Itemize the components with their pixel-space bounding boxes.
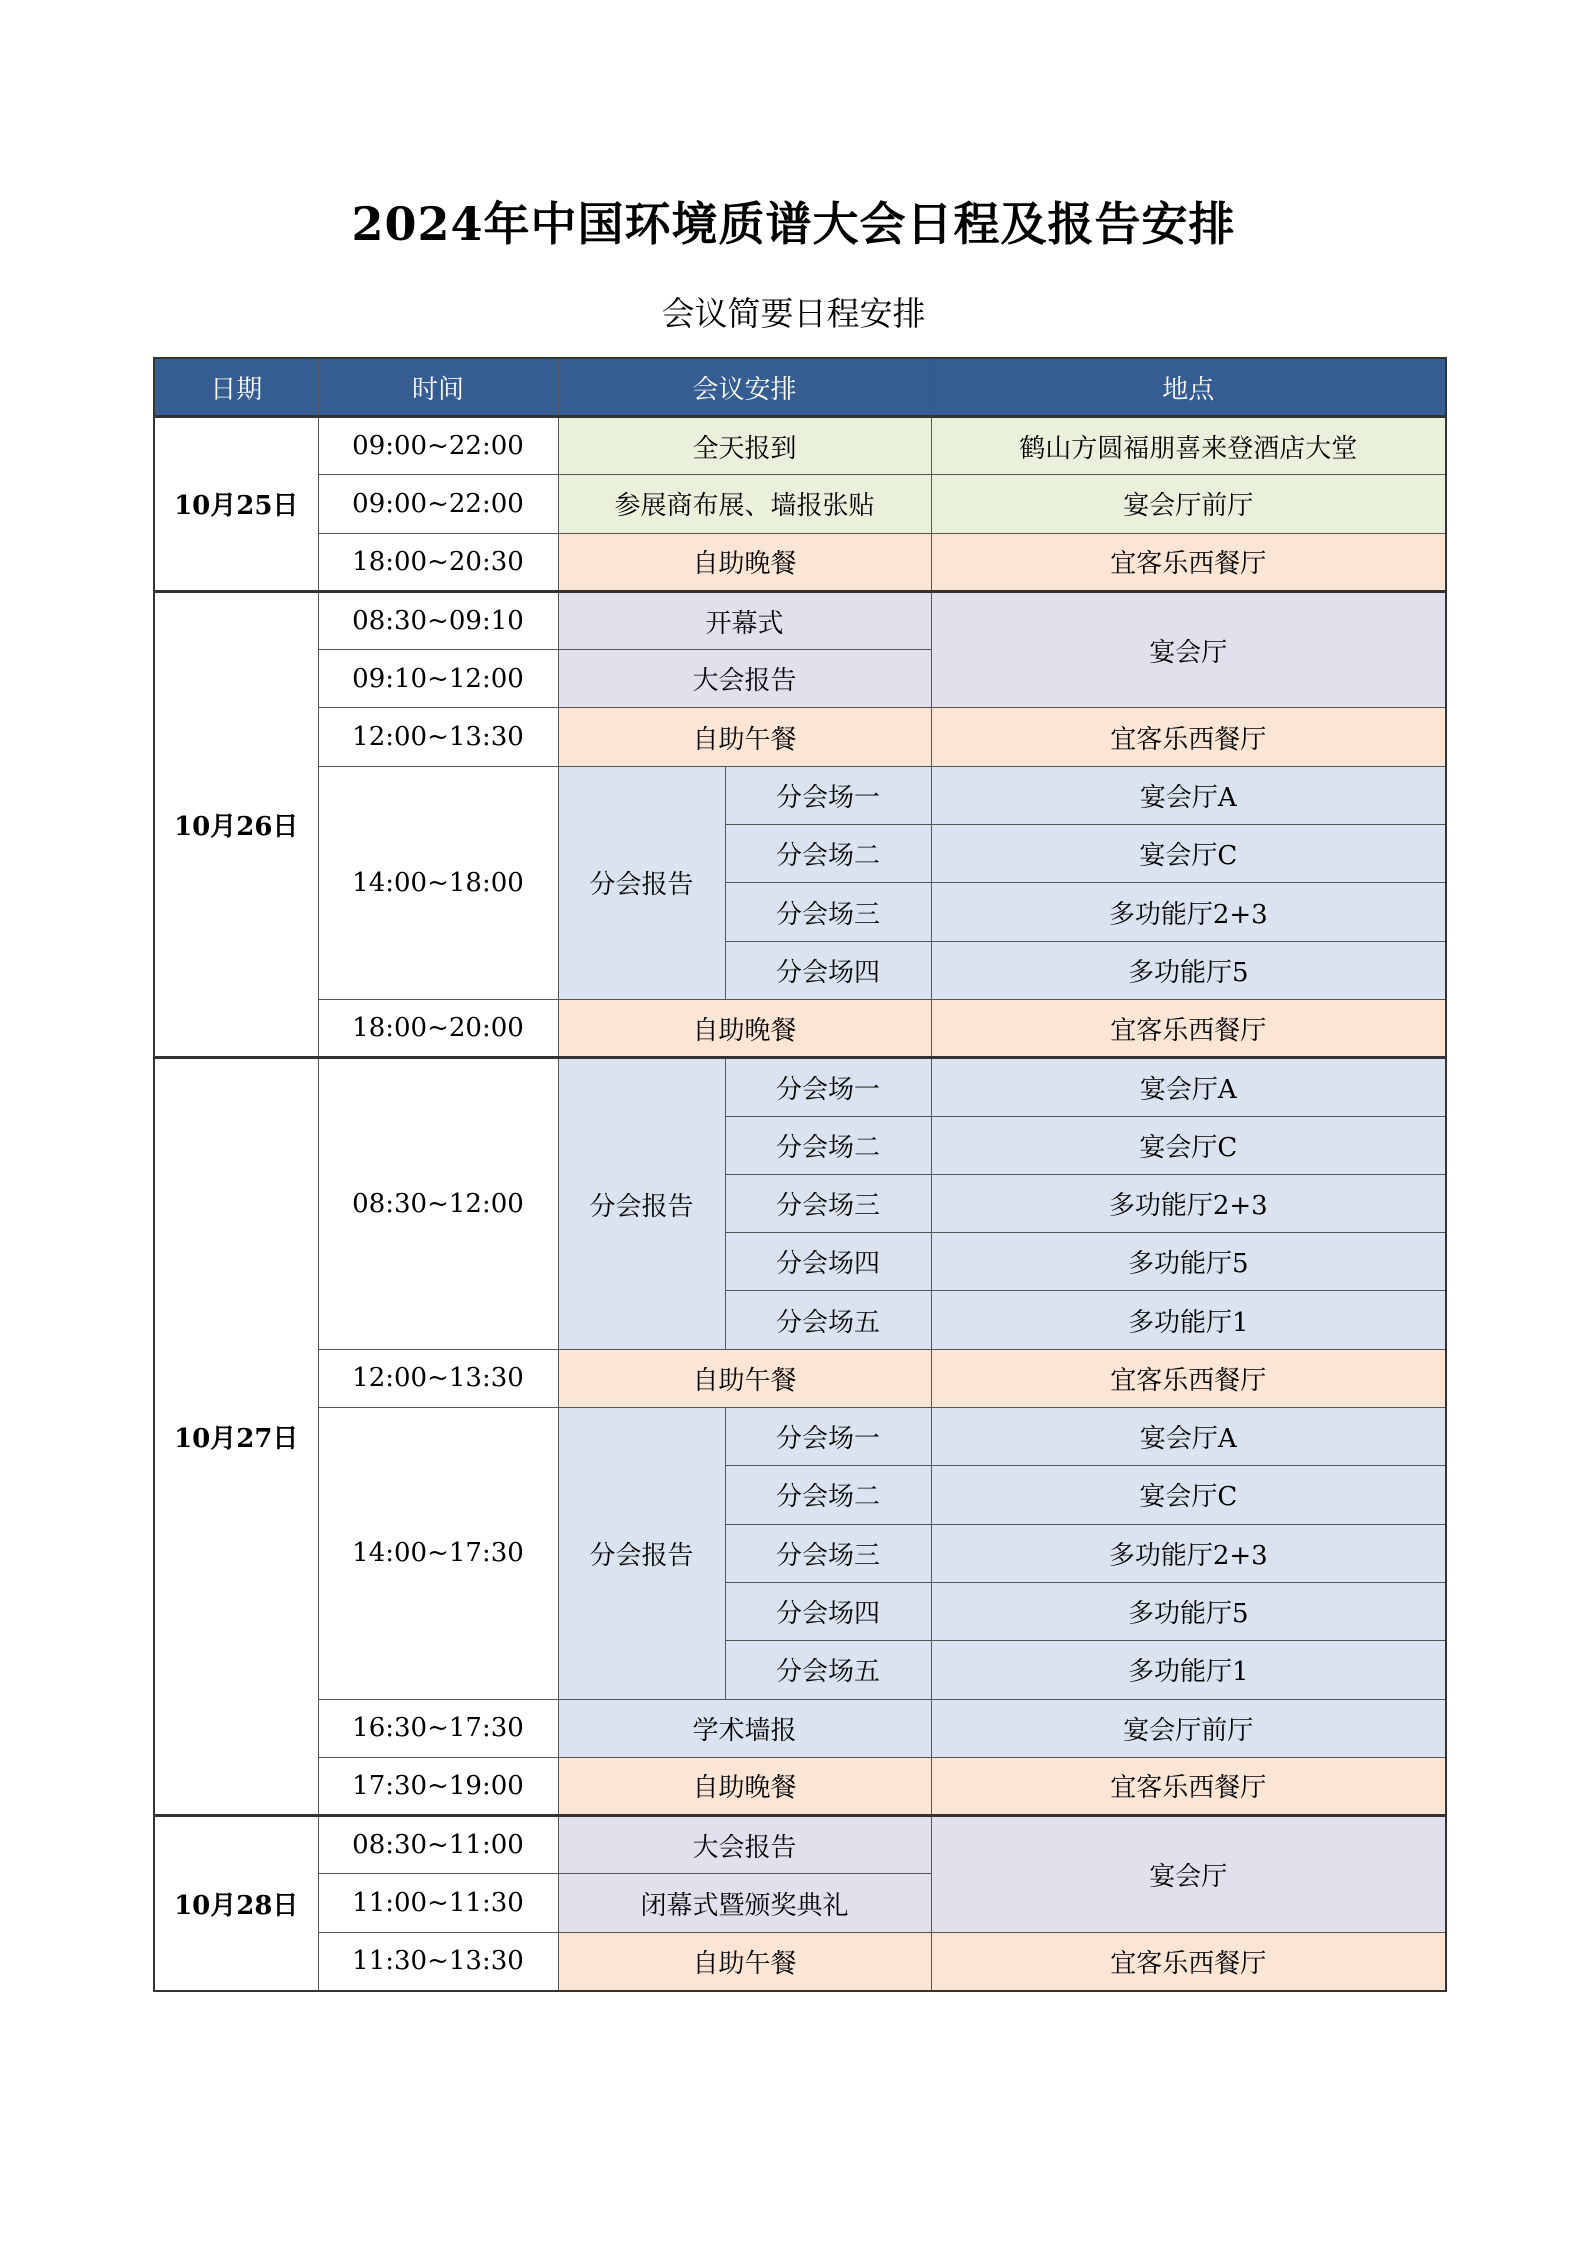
session-cell: 分会场五 xyxy=(725,1291,931,1349)
location-cell: 宴会厅A xyxy=(931,766,1446,824)
table-row xyxy=(154,1932,1446,1990)
day-group-oct25 xyxy=(154,417,1446,592)
session-cell: 分会场三 xyxy=(725,883,931,941)
session-cell: 分会场一 xyxy=(725,1058,931,1116)
session-cell: 分会场二 xyxy=(725,1116,931,1174)
agenda-cell: 自助午餐 xyxy=(558,1349,931,1407)
time-cell: 12:00~13:30 xyxy=(318,1349,558,1407)
agenda-cell: 学术墙报 xyxy=(558,1699,931,1757)
location-cell: 多功能厅2+3 xyxy=(931,1524,1446,1582)
table-row xyxy=(154,708,1446,766)
session-cell: 分会场二 xyxy=(725,1466,931,1524)
session-cell: 分会场二 xyxy=(725,825,931,883)
location-cell: 宴会厅前厅 xyxy=(931,1699,1446,1757)
location-cell: 宴会厅A xyxy=(931,1408,1446,1466)
location-cell: 鹤山方圆福朋喜来登酒店大堂 xyxy=(931,417,1446,475)
table-row xyxy=(154,766,1446,824)
time-cell: 08:30~09:10 xyxy=(318,591,558,649)
location-cell: 宴会厅前厅 xyxy=(931,475,1446,533)
table-row xyxy=(154,591,1446,649)
header-time: 时间 xyxy=(318,358,558,417)
location-cell: 宜客乐西餐厅 xyxy=(931,533,1446,591)
session-cell: 分会场一 xyxy=(725,766,931,824)
agenda-cell: 分会报告 xyxy=(558,766,725,999)
time-cell: 14:00~18:00 xyxy=(318,766,558,999)
day-group-oct27 xyxy=(154,1058,1446,1816)
table-row xyxy=(154,999,1446,1057)
time-cell: 16:30~17:30 xyxy=(318,1699,558,1757)
time-cell: 11:30~13:30 xyxy=(318,1932,558,1990)
session-cell: 分会场一 xyxy=(725,1408,931,1466)
location-cell: 多功能厅1 xyxy=(931,1291,1446,1349)
page-title: 2024年中国环境质谱大会日程及报告安排 xyxy=(351,197,1236,251)
time-cell: 17:30~19:00 xyxy=(318,1757,558,1815)
agenda-cell: 自助午餐 xyxy=(558,1932,931,1990)
date-cell: 10月25日 xyxy=(154,417,318,592)
location-cell: 宴会厅C xyxy=(931,825,1446,883)
location-cell: 宜客乐西餐厅 xyxy=(931,1349,1446,1407)
location-cell: 多功能厅5 xyxy=(931,941,1446,999)
header-agenda: 会议安排 xyxy=(558,358,931,417)
page-subtitle: 会议简要日程安排 xyxy=(661,294,926,333)
table-row xyxy=(154,1816,1446,1874)
location-cell: 多功能厅2+3 xyxy=(931,883,1446,941)
table-row xyxy=(154,475,1446,533)
session-cell: 分会场五 xyxy=(725,1641,931,1699)
location-cell: 多功能厅2+3 xyxy=(931,1174,1446,1232)
location-cell: 宜客乐西餐厅 xyxy=(931,708,1446,766)
time-cell: 09:00~22:00 xyxy=(318,475,558,533)
session-cell: 分会场三 xyxy=(725,1524,931,1582)
table-row xyxy=(154,1058,1446,1116)
location-cell: 宴会厅 xyxy=(931,591,1446,708)
time-cell: 09:00~22:00 xyxy=(318,417,558,475)
agenda-cell: 大会报告 xyxy=(558,1816,931,1874)
location-cell: 多功能厅5 xyxy=(931,1582,1446,1640)
agenda-cell: 大会报告 xyxy=(558,650,931,708)
time-cell: 14:00~17:30 xyxy=(318,1408,558,1699)
table-row xyxy=(154,533,1446,591)
table-row xyxy=(154,1699,1446,1757)
location-cell: 宜客乐西餐厅 xyxy=(931,1757,1446,1815)
agenda-cell: 自助晚餐 xyxy=(558,533,931,591)
time-cell: 08:30~12:00 xyxy=(318,1058,558,1349)
agenda-cell: 自助晚餐 xyxy=(558,999,931,1057)
time-cell: 18:00~20:00 xyxy=(318,999,558,1057)
time-cell: 18:00~20:30 xyxy=(318,533,558,591)
time-cell: 09:10~12:00 xyxy=(318,650,558,708)
location-cell: 宜客乐西餐厅 xyxy=(931,999,1446,1057)
table-row xyxy=(154,1757,1446,1815)
location-cell: 多功能厅5 xyxy=(931,1233,1446,1291)
session-cell: 分会场四 xyxy=(725,941,931,999)
location-cell: 宴会厅A xyxy=(931,1058,1446,1116)
location-cell: 宴会厅C xyxy=(931,1466,1446,1524)
time-cell: 11:00~11:30 xyxy=(318,1874,558,1932)
date-cell: 10月28日 xyxy=(154,1816,318,1991)
agenda-cell: 自助午餐 xyxy=(558,708,931,766)
date-cell: 10月27日 xyxy=(154,1058,318,1816)
table-row xyxy=(154,1349,1446,1407)
time-cell: 08:30~11:00 xyxy=(318,1816,558,1874)
day-group-oct26 xyxy=(154,591,1446,1057)
date-cell: 10月26日 xyxy=(154,591,318,1057)
agenda-cell: 分会报告 xyxy=(558,1408,725,1699)
day-group-oct28 xyxy=(154,1816,1446,1991)
table-row xyxy=(154,417,1446,475)
table-row xyxy=(154,1408,1446,1466)
schedule-table xyxy=(153,357,1447,1992)
location-cell: 宜客乐西餐厅 xyxy=(931,1932,1446,1990)
session-cell: 分会场四 xyxy=(725,1233,931,1291)
header-date: 日期 xyxy=(154,358,318,417)
time-cell: 12:00~13:30 xyxy=(318,708,558,766)
session-cell: 分会场三 xyxy=(725,1174,931,1232)
agenda-cell: 闭幕式暨颁奖典礼 xyxy=(558,1874,931,1932)
header-location: 地点 xyxy=(931,358,1446,417)
agenda-cell: 开幕式 xyxy=(558,591,931,649)
location-cell: 宴会厅C xyxy=(931,1116,1446,1174)
agenda-cell: 全天报到 xyxy=(558,417,931,475)
location-cell: 宴会厅 xyxy=(931,1816,1446,1933)
session-cell: 分会场四 xyxy=(725,1582,931,1640)
agenda-cell: 自助晚餐 xyxy=(558,1757,931,1815)
agenda-cell: 参展商布展、墙报张贴 xyxy=(558,475,931,533)
table-header-row xyxy=(154,358,1446,417)
agenda-cell: 分会报告 xyxy=(558,1058,725,1349)
location-cell: 多功能厅1 xyxy=(931,1641,1446,1699)
